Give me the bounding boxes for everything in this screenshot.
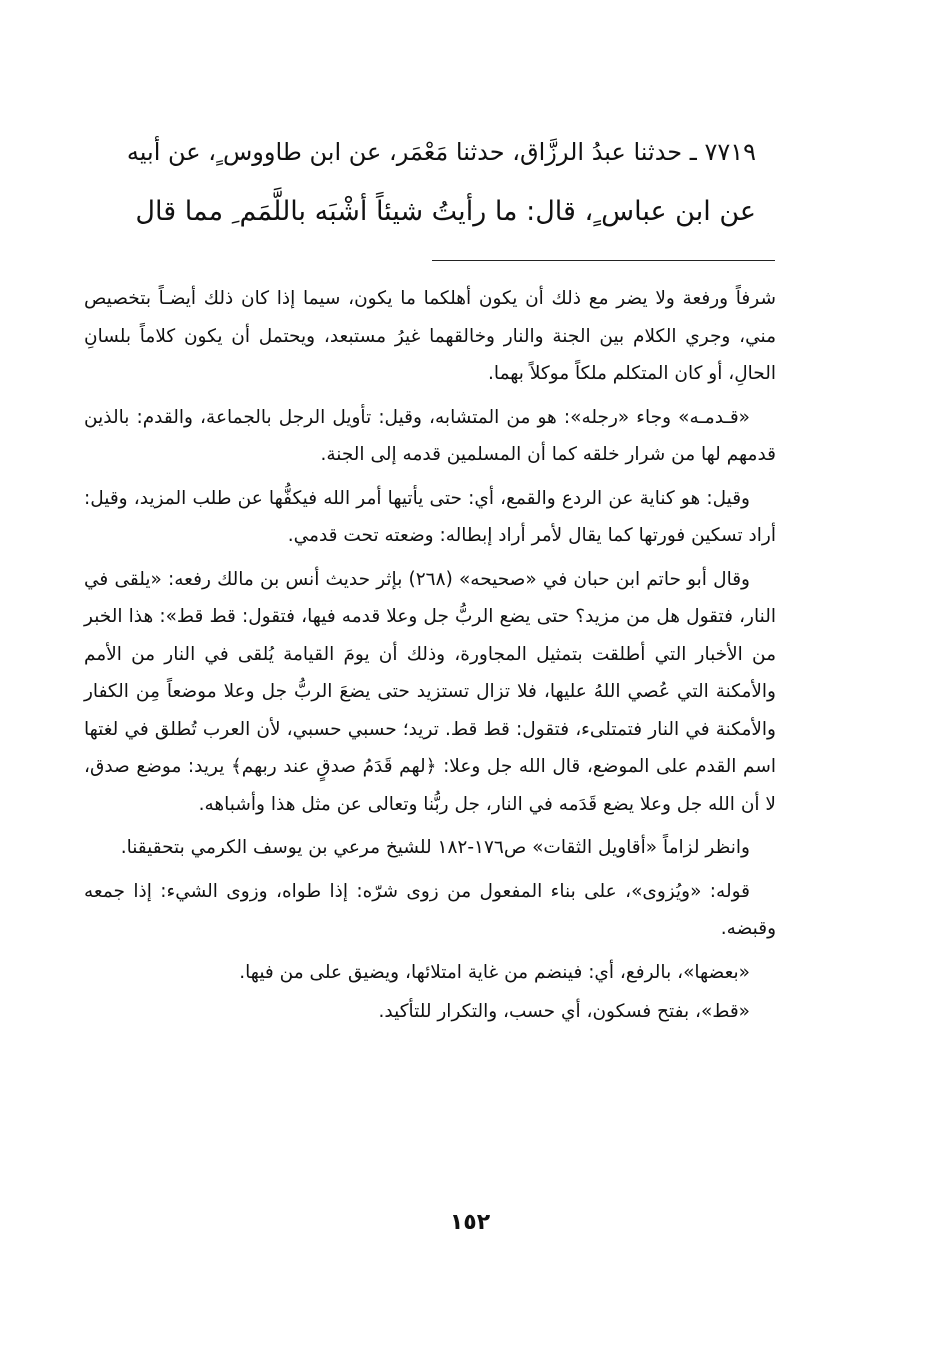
footnote-paragraph: قوله: «ويُزوى»، على بناء المفعول من زوى شرّه: إذا طواه، وزوى الشيء: إذا جمعه وقبضه. <box>84 880 776 939</box>
footnote-paragraph: «قـدمـه» وجاء «رجله»: هو من المتشابه، وقيل: تأويل الرجل بالجماعة، والقدم: بالذين قدمهم لها من شرار خلقه كما أن المسلمين قدمه إلى الجنة. <box>84 406 776 465</box>
footnotes <box>84 280 776 1033</box>
footnote-paragraph: وقيل: هو كناية عن الردع والقمع، أي: حتى يأتيها أمر الله فيكفُّها عن طلب المزيد، وقيل: أراد تسكين فورتها كما يقال لأمر أراد إبطاله: وضعته تحت قدمي. <box>84 487 776 546</box>
footnote-paragraph: «بعضها»، بالرفع، أي: فينضم من غاية امتلائها، ويضيق على من فيها. <box>239 961 750 983</box>
footnote-paragraph: وقال أبو حاتم ابن حبان في «صحيحه» (٢٦٨) بإثر حديث أنس بن مالك رفعه: «يلقى في النار، فتقول هل من مزيد؟ حتى يضع الربُّ جل وعلا قدمه فيها، فتقول: قط قط»: هذا الخبر من الأخبار التي أطلقت بتمثيل المجاورة، وذلك أن يومَ القيامة يُلقى في النار من الأمم والأمكنة التي عُصي اللهُ عليها، فلا تزال تستزيد حتى يضعَ الربُّ جل وعلا موضعاً مِن الكفار والأمكنة في النار فتمتلىء، فتقول: قط قط. تريد؛ حسبي حسبي، لأن العرب تُطلق في لغتها اسم القدم على الموضع، قال الله جل وعلا: ﴿لهم قَدَمُ صدقٍ عند ربهم﴾ يريد: موضع صدق، لا أن الله جل وعلا يضع قَدَمه في النار، جل ربُّنا وتعالى عن مثل هذا وأشباهه. <box>84 568 776 815</box>
footnote-paragraph: «قط»، بفتح فسكون، أي حسب، والتكرار للتأكيد. <box>378 1001 750 1022</box>
footnote-paragraph: شرفاً ورفعة ولا يضر مع ذلك أن يكون أهلكما ما يكون، سيما إذا كان ذلك أيضـاً بتخصيص مني، وجري الكلام بين الجنة والنار وخالقهما غيرُ مستبعد، ويحتمل أن يكون كلاماً بلسانِ الحالِ، أو كان المتكلم ملكاً موكلاً بهما. <box>84 288 776 384</box>
hadith-line-2: عن ابن عباس ٍ، قال: ما رأيتُ شيئاً أشْبَه باللَّمَم ِ مما قال <box>135 196 756 227</box>
page-number: ١٥٢ <box>449 1210 491 1235</box>
footnote-paragraph: وانظر لزاماً «أقاويل الثقات» ص١٧٦-١٨٢ للشيخ مرعي بن يوسف الكرمي بتحقيقنا. <box>120 837 750 858</box>
footnote-separator <box>432 260 775 261</box>
hadith-line-1: ٧٧١٩ ـ حدثنا عبدُ الرزَّاق، حدثنا مَعْمَر، عن ابن طاووس ٍ، عن أبيه <box>126 138 756 166</box>
